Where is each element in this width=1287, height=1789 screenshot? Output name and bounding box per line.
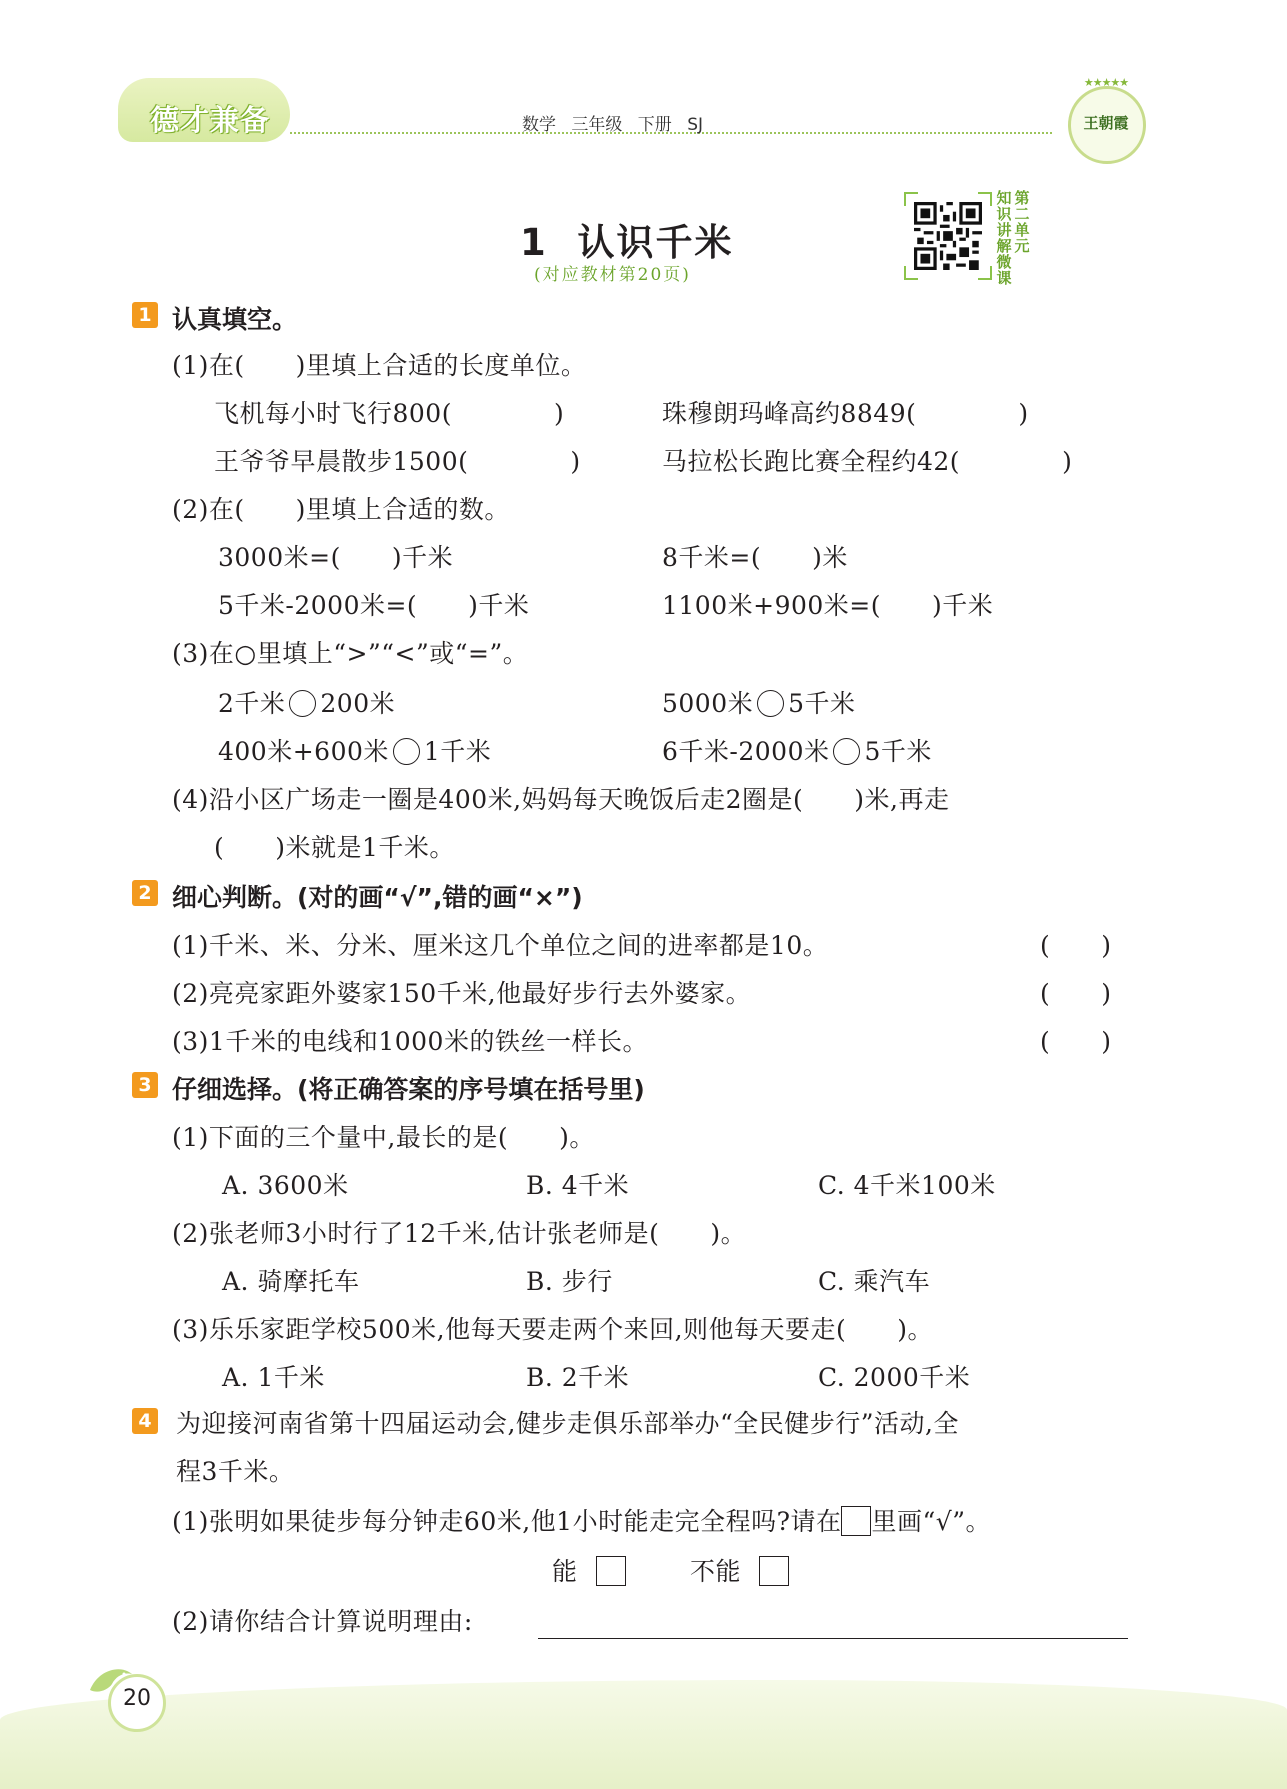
- s1-q2-b: 8千米=( )米: [662, 543, 848, 572]
- s3-q1-option-b: B. 4千米: [526, 1171, 630, 1200]
- compare-circle[interactable]: [393, 738, 420, 765]
- s1-q3-stem: (3)在○里填上“>”“<”或“=”。: [172, 639, 529, 668]
- s4-q1-pre: (1)张明如果徒步每分钟走60米,他1小时能走完全程吗?请在: [172, 1507, 842, 1536]
- s1-q1-b: 珠穆朗玛峰高约8849( ): [662, 399, 1029, 428]
- brand-logo-text: 德才兼备: [150, 103, 271, 137]
- page-title: 1 认识千米: [520, 221, 734, 264]
- example-checkbox: [841, 1506, 871, 1536]
- s1-q1-a: 飞机每小时飞行800( ): [214, 399, 565, 428]
- seal-stars: ★★★★★: [1083, 76, 1129, 89]
- compare-right: 5千米: [788, 689, 856, 718]
- compare-left: 5000米: [662, 689, 754, 718]
- option-no-label: 不能: [690, 1557, 742, 1586]
- s1-q2-a: 3000米=( )千米: [218, 543, 454, 572]
- s1-q3-c: [218, 732, 491, 768]
- s1-q1-d: 马拉松长跑比赛全程约42( ): [662, 447, 1073, 476]
- s4-intro-line1: 为迎接河南省第十四届运动会,健步走俱乐部举办“全民健步行”活动,全: [176, 1409, 959, 1438]
- section-3-title: 仔细选择。(将正确答案的序号填在括号里): [172, 1075, 645, 1104]
- s1-q2-stem: (2)在( )里填上合适的数。: [172, 495, 510, 524]
- s1-q1-c: 王爷爷早晨散步1500( ): [214, 447, 581, 476]
- compare-circle[interactable]: [757, 690, 784, 717]
- s4-option-no: [690, 1552, 789, 1588]
- no-checkbox[interactable]: [759, 1556, 789, 1586]
- s3-q1-stem: (1)下面的三个量中,最长的是( )。: [172, 1123, 595, 1152]
- s1-q4-line2: ( )米就是1千米。: [214, 833, 455, 862]
- s4-q1-post: 里画“√”。: [871, 1507, 991, 1536]
- compare-left: 2千米: [218, 689, 286, 718]
- s3-q2-option-c: C. 乘汽车: [818, 1267, 931, 1296]
- s1-q3-a: [218, 684, 395, 720]
- compare-circle[interactable]: [289, 690, 316, 717]
- s2-item-3: (3)1千米的电线和1000米的铁丝一样长。: [172, 1027, 648, 1056]
- section-1-title: 认真填空。: [172, 305, 298, 334]
- s2-item-2: (2)亮亮家距外婆家150千米,他最好步行去外婆家。: [172, 979, 752, 1008]
- compare-right: 5千米: [864, 737, 932, 766]
- compare-right: 200米: [320, 689, 396, 718]
- s2-item-1: (1)千米、米、分米、厘米这几个单位之间的进率都是10。: [172, 931, 829, 960]
- footer-background: [0, 1680, 1287, 1789]
- seal-logo-text: 王朝霞: [1083, 114, 1129, 132]
- header-subject: 数学 三年级 下册 SJ: [522, 115, 704, 135]
- s1-q2-d: 1100米+900米=( )千米: [662, 591, 994, 620]
- s2-answer-bracket-1[interactable]: ( ): [1040, 931, 1112, 960]
- s3-q3-option-a: A. 1千米: [222, 1363, 325, 1392]
- section-4-badge: 4: [132, 1408, 158, 1434]
- compare-right: 1千米: [423, 737, 492, 766]
- s3-q3-option-b: B. 2千米: [526, 1363, 630, 1392]
- s3-q2-option-a: A. 骑摩托车: [222, 1267, 360, 1296]
- section-2-badge: 2: [132, 880, 158, 906]
- page-number: 20: [123, 1686, 151, 1711]
- s3-q2-option-b: B. 步行: [526, 1267, 613, 1296]
- compare-left: 400米+600米: [218, 737, 389, 766]
- s3-q2-stem: (2)张老师3小时行了12千米,估计张老师是( )。: [172, 1219, 747, 1248]
- qr-label-unit: 第二单元: [1014, 189, 1030, 255]
- s3-q3-option-c: C. 2000千米: [818, 1363, 971, 1392]
- s1-q2-c: 5千米-2000米=( )千米: [218, 591, 530, 620]
- s4-option-yes: [552, 1552, 626, 1588]
- s3-q1-option-a: A. 3600米: [222, 1171, 349, 1200]
- answer-line[interactable]: [538, 1638, 1128, 1639]
- section-2-title: 细心判断。(对的画“√”,错的画“×”): [172, 883, 583, 912]
- s1-q4-line1: (4)沿小区广场走一圈是400米,妈妈每天晚饭后走2圈是( )米,再走: [172, 785, 950, 814]
- s1-q3-d: [662, 732, 932, 768]
- section-1-badge: 1: [132, 302, 158, 328]
- s4-intro-line2: 程3千米。: [176, 1457, 295, 1486]
- s2-answer-bracket-3[interactable]: ( ): [1040, 1027, 1112, 1056]
- page-subtitle: (对应教材第20页): [534, 265, 691, 285]
- qr-label-knowledge: 知识讲解微课: [996, 189, 1012, 287]
- compare-left: 6千米-2000米: [662, 737, 830, 766]
- section-3-badge: 3: [132, 1072, 158, 1098]
- s2-answer-bracket-2[interactable]: ( ): [1040, 979, 1112, 1008]
- qr-code-icon[interactable]: [914, 202, 982, 270]
- s1-q3-b: [662, 684, 856, 720]
- option-yes-label: 能: [552, 1557, 578, 1586]
- s4-q1: [172, 1502, 991, 1538]
- s3-q1-option-c: C. 4千米100米: [818, 1171, 996, 1200]
- s3-q3-stem: (3)乐乐家距学校500米,他每天要走两个来回,则他每天要走( )。: [172, 1315, 934, 1344]
- yes-checkbox[interactable]: [596, 1556, 626, 1586]
- compare-circle[interactable]: [833, 738, 860, 765]
- s4-q2: (2)请你结合计算说明理由:: [172, 1607, 473, 1636]
- s1-q1-stem: (1)在( )里填上合适的长度单位。: [172, 351, 587, 380]
